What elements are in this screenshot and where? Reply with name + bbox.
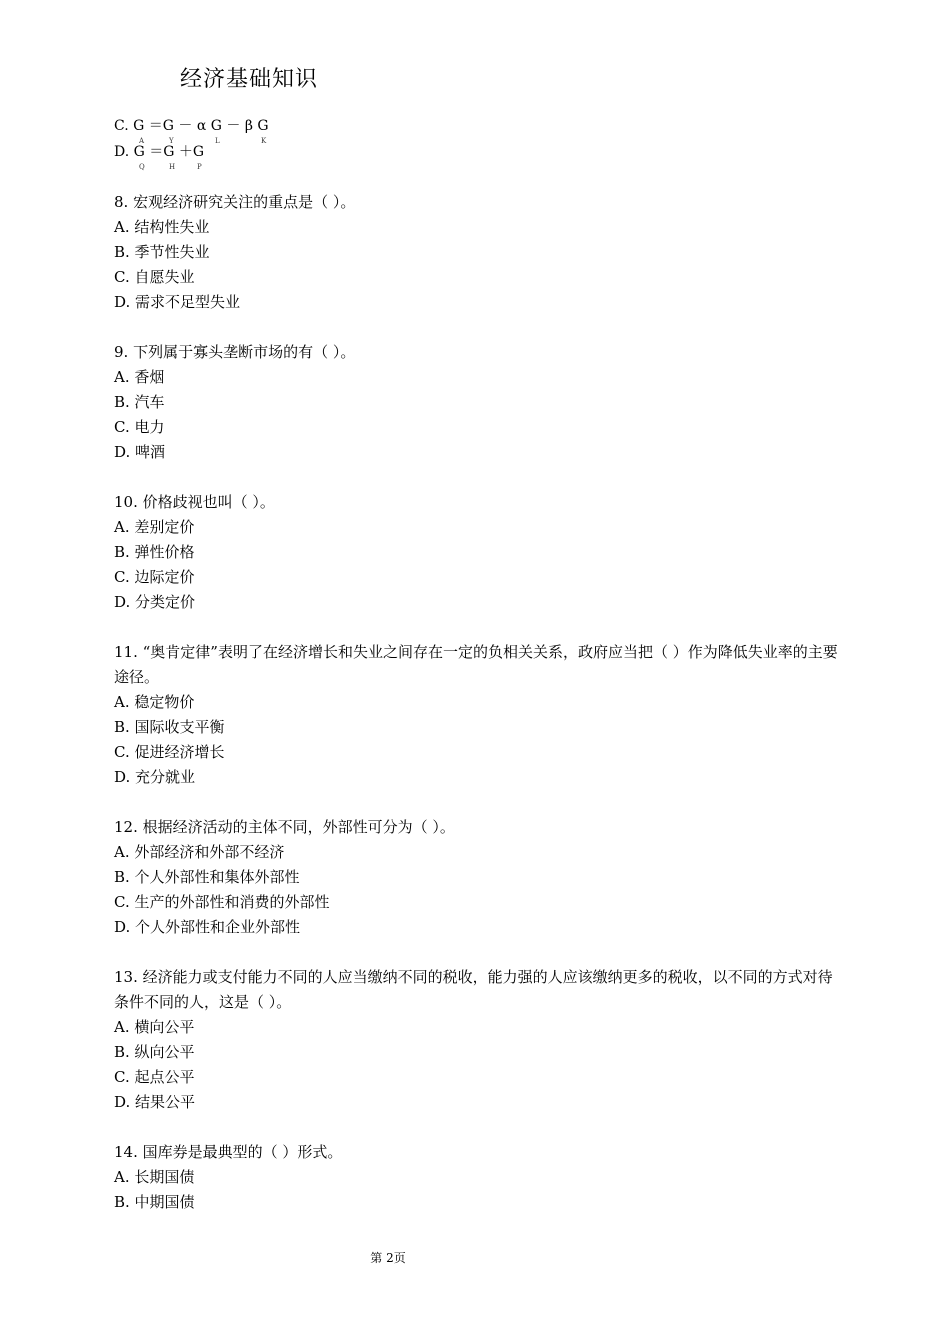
option-d: D. 充分就业	[114, 768, 196, 786]
option-b: B. 季节性失业	[114, 243, 210, 261]
option-a: A. 长期国债	[114, 1168, 195, 1186]
option-a: A. 结构性失业	[114, 218, 210, 236]
option-a: A. 外部经济和外部不经济	[114, 843, 285, 861]
formula-subscript: Q	[139, 163, 145, 171]
question-item	[114, 815, 844, 940]
question-item	[114, 340, 844, 465]
question-item	[114, 490, 844, 615]
question-text: 13. 经济能力或支付能力不同的人应当缴纳不同的税收，能力强的人应该缴纳更多的税收，以不同的方式对待条件不同的人，这是（ ）。	[114, 968, 833, 1011]
document-header-title: 经济基础知识	[180, 67, 319, 92]
question-item	[114, 1140, 844, 1215]
question-text: 10. 价格歧视也叫（ ）。	[114, 493, 275, 511]
option-d: D. 结果公平	[114, 1093, 196, 1111]
page-footer	[0, 1249, 950, 1266]
option-b: B. 中期国债	[114, 1193, 195, 1211]
question-text: 8. 宏观经济研究关注的重点是（ ）。	[114, 193, 356, 211]
formula-subscript: Y	[169, 137, 174, 145]
option-c: C. 自愿失业	[114, 268, 195, 286]
formula-text: C. G ＝G － α G － β G	[114, 118, 269, 134]
question-item	[114, 640, 844, 790]
question-text: 12. 根据经济活动的主体不同，外部性可分为（ ）。	[114, 818, 455, 836]
formula-subscript: P	[197, 163, 202, 171]
formula-subscript: H	[169, 163, 176, 171]
option-c: C. 促进经济增长	[114, 743, 225, 761]
option-a: A. 横向公平	[114, 1018, 195, 1036]
question-text: 11. “奥肯定律”表明了在经济增长和失业之间存在一定的负相关关系，政府应当把（ ）作为降低失业率的主要途径。	[114, 643, 838, 686]
formula-subscript: A	[139, 137, 145, 145]
formula-subscript: K	[261, 137, 267, 145]
option-d: D. 啤酒	[114, 443, 166, 461]
option-c: C. 生产的外部性和消费的外部性	[114, 893, 330, 911]
option-b: B. 国际收支平衡	[114, 718, 225, 736]
formula-subscript: L	[215, 137, 220, 145]
question-list	[114, 190, 844, 1240]
option-a: A. 差别定价	[114, 518, 195, 536]
option-b: B. 纵向公平	[114, 1043, 195, 1061]
option-c: C. 起点公平	[114, 1068, 195, 1086]
option-d: D. 需求不足型失业	[114, 293, 241, 311]
option-d: D. 分类定价	[114, 593, 196, 611]
option-b: B. 个人外部性和集体外部性	[114, 868, 300, 886]
question-item	[114, 190, 844, 315]
option-c: C. 电力	[114, 418, 165, 436]
option-b: B. 汽车	[114, 393, 165, 411]
option-a: A. 香烟	[114, 368, 165, 386]
option-b: B. 弹性价格	[114, 543, 195, 561]
question-item	[114, 965, 844, 1115]
question-text: 9. 下列属于寡头垄断市场的有（ ）。	[114, 343, 356, 361]
option-a: A. 稳定物价	[114, 693, 195, 711]
question-text: 14. 国库券是最典型的（ ）形式。	[114, 1143, 343, 1161]
page-number: 第 2页	[370, 1251, 406, 1265]
option-c: C. 边际定价	[114, 568, 195, 586]
option-d: D. 个人外部性和企业外部性	[114, 918, 301, 936]
formula-text: D. G ＝G ＋G	[114, 144, 205, 160]
